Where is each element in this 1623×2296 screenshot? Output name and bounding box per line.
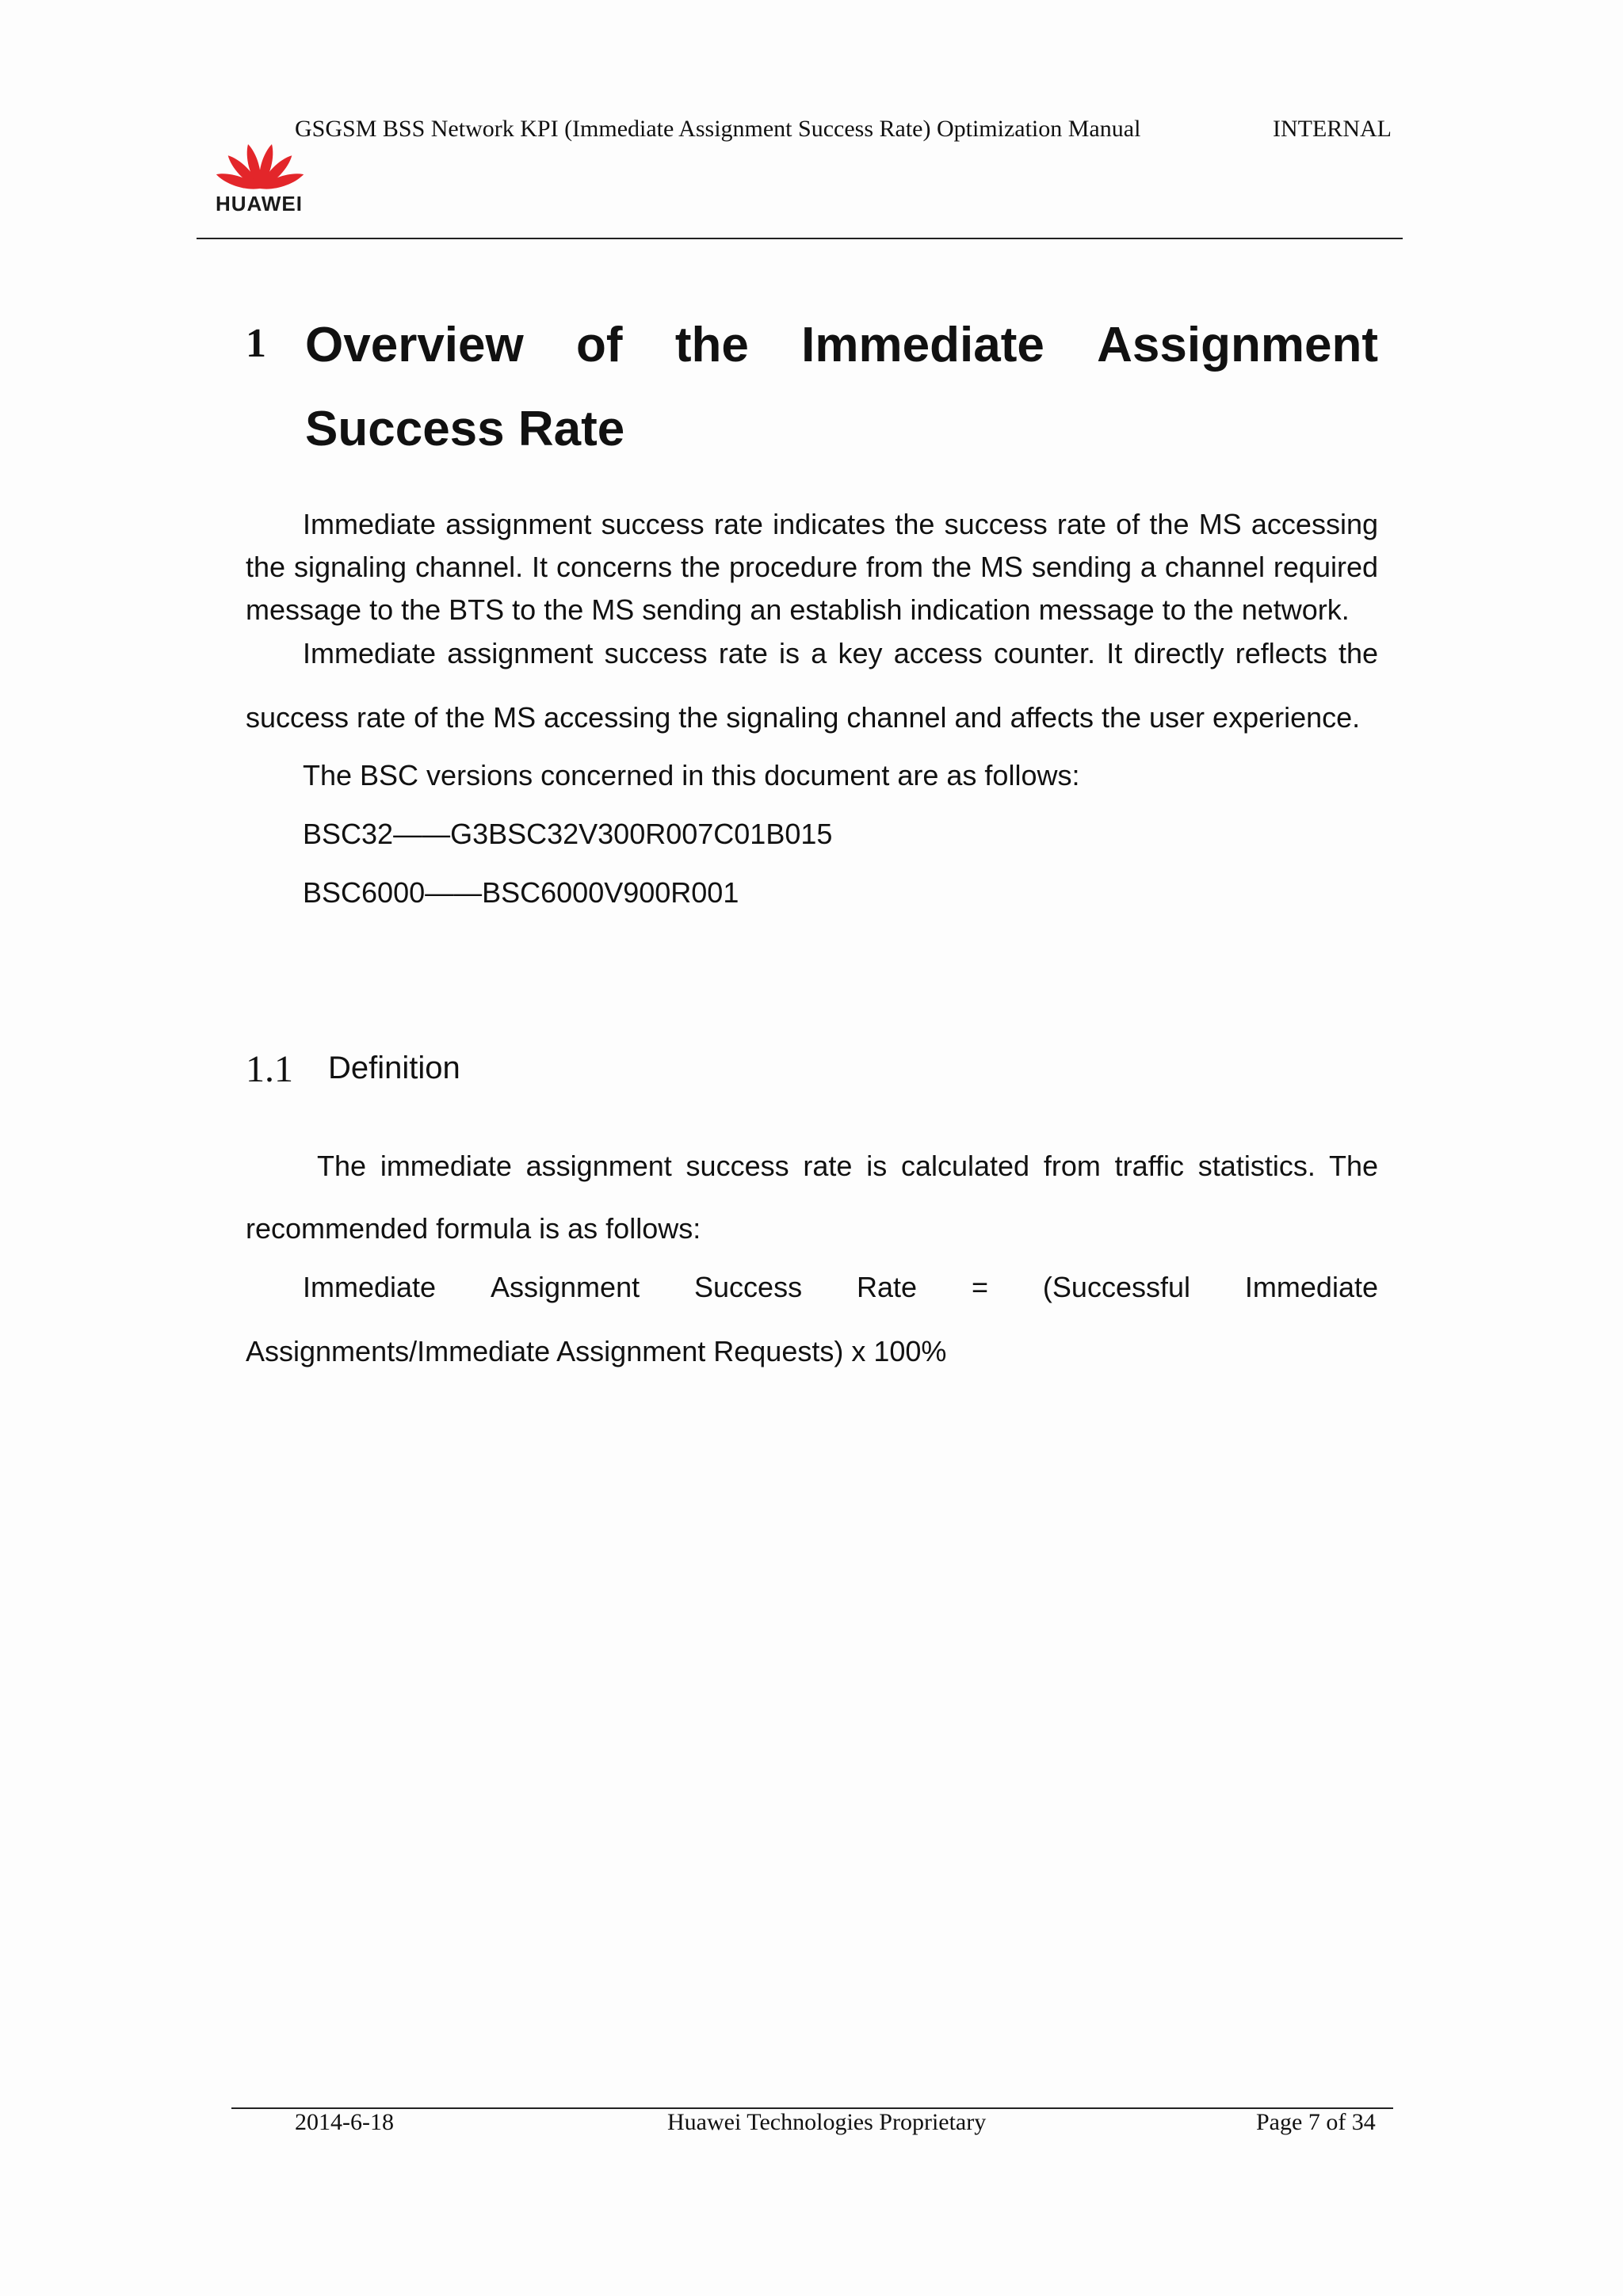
section-number: 1.1 (246, 1048, 293, 1090)
formula-word: Success (694, 1271, 803, 1303)
body-paragraph-2-line2: success rate of the MS accessing the signaling channel and affects the user experience. (246, 701, 1361, 734)
formula-word: Assignment (491, 1271, 640, 1303)
bsc-version-2: BSC6000——BSC6000V900R001 (303, 876, 739, 909)
formula-word: Immediate (303, 1271, 437, 1303)
chapter-title-word: Immediate (801, 318, 1044, 372)
chapter-title-line1 (305, 317, 1378, 373)
formula-word: Rate (857, 1271, 918, 1303)
formula-word: (Successful (1042, 1271, 1190, 1303)
chapter-title-word: Assignment (1097, 318, 1378, 372)
bsc-version-1: BSC32——G3BSC32V300R007C01B015 (303, 818, 833, 850)
chapter-title-word: Overview (305, 318, 524, 372)
footer-date: 2014-6-18 (295, 2109, 394, 2135)
formula-line1 (303, 1271, 1378, 1304)
definition-paragraph-line2: recommended formula is as follows: (246, 1212, 701, 1245)
formula-word: Immediate (1244, 1271, 1378, 1303)
footer-page-number: Page 7 of 34 (1256, 2109, 1376, 2135)
formula-line2: Assignments/Immediate Assignment Requests) x 100% (246, 1335, 947, 1367)
chapter-title-line2: Success Rate (305, 402, 625, 456)
header-classification: INTERNAL (1273, 116, 1392, 142)
section-title: Definition (328, 1051, 460, 1085)
logo-wordmark: HUAWEI (216, 192, 303, 215)
body-paragraph-2-line1: Immediate assignment success rate is a key access counter. It directly reflects the (303, 637, 1378, 669)
chapter-title-word: of (576, 318, 623, 372)
chapter-title-word: the (674, 318, 749, 372)
body-paragraph-1: Immediate assignment success rate indicates the success rate of the MS accessing the signaling channel. It concerns the procedure from the MS sending a channel required message to the BTS to the MS sending an establish indication message to the network. (246, 508, 1378, 626)
definition-paragraph-line1: The immediate assignment success rate is calculated from traffic statistics. The (317, 1150, 1378, 1182)
formula-word: = (971, 1271, 988, 1303)
header-divider (197, 238, 1403, 239)
body-paragraph-3: The BSC versions concerned in this document are as follows: (303, 759, 1080, 791)
chapter-number: 1 (246, 321, 266, 366)
footer-proprietary: Huawei Technologies Proprietary (667, 2109, 987, 2135)
header-document-title: GSGSM BSS Network KPI (Immediate Assignment Success Rate) Optimization Manual (295, 116, 1141, 142)
